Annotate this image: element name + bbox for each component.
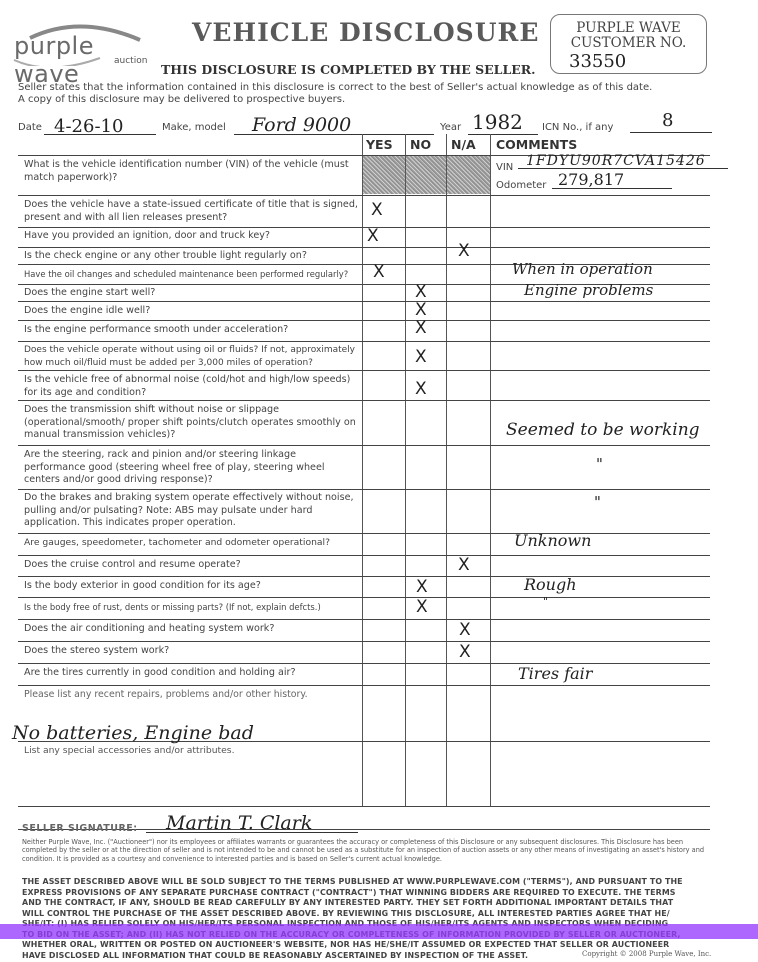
- icn-value: 8: [662, 110, 674, 131]
- terms-block: [22, 877, 734, 961]
- row-divider: [18, 641, 710, 642]
- question-vin: What is the vehicle identification number (VIN) of the vehicle (must match paperwork)?: [24, 159, 349, 183]
- odometer-value: 279,817: [558, 170, 625, 189]
- col-divider-yes: [405, 134, 406, 806]
- answer-check-engine-na[interactable]: X: [458, 241, 470, 261]
- comment-body-rust[interactable]: ": [543, 595, 549, 608]
- signature-label: SELLER SIGNATURE:: [22, 823, 138, 834]
- answer-stereo-na[interactable]: X: [459, 642, 471, 662]
- row-divider: [18, 597, 710, 598]
- row-divider: [18, 445, 710, 446]
- question-stereo: Does the stereo system work?: [24, 645, 170, 656]
- answer-maintenance-yes[interactable]: X: [373, 262, 385, 282]
- answer-keys-yes[interactable]: X: [367, 226, 379, 246]
- col-divider-no: [446, 134, 447, 806]
- intro-statement: [18, 82, 748, 106]
- answer-air-conditioning-na[interactable]: X: [459, 620, 471, 640]
- question-cruise-control: Does the cruise control and resume operate?: [24, 559, 241, 570]
- answer-engine-start-no[interactable]: X: [415, 282, 427, 302]
- history-prompt: Please list any recent repairs, problems and/or other history.: [24, 689, 308, 700]
- question-engine-start: Does the engine start well?: [24, 287, 156, 298]
- intro-line-1: Seller states that the information contained in this disclosure is correct to the best of Seller's actual knowledge as of this date.: [18, 82, 653, 93]
- question-engine-idle: Does the engine idle well?: [24, 305, 151, 316]
- col-header-na: N/A: [451, 137, 476, 152]
- question-tires: Are the tires currently in good condition and holding air?: [24, 667, 296, 678]
- logo: [10, 18, 150, 88]
- row-divider: [18, 227, 710, 228]
- icn-label: ICN No., if any: [542, 122, 614, 133]
- col-header-comments: COMMENTS: [496, 137, 578, 152]
- row-divider: [18, 301, 710, 302]
- terms-line: AND THE CONTRACT, IF ANY, SHOULD BE READ CAREFULLY BY ANY INTERESTED PARTY. THEY SET FORTH ADDITIONAL IMPORTANT DETAILS THAT: [22, 898, 674, 907]
- comment-gauges[interactable]: Unknown: [514, 531, 592, 550]
- odometer-field[interactable]: [552, 170, 672, 189]
- vin-shaded-yes: [363, 155, 405, 194]
- make-model-field[interactable]: [234, 114, 434, 135]
- row-divider: [18, 400, 710, 401]
- disclaimer-text: Neither Purple Wave, Inc. ("Auctioneer") nor its employees or affiliates warrants or guarantees the accuracy or completeness of this Disclosure or any subsequent disclosures. This Disclosure has been completed by the seller or at the direction of seller and is not intended to be and cannot be used as a substitute for an inspection of auction assets or any other means of investigating an asset's history and condition. It is provided as a courtesy and convenience to interested parties and is based on Seller's current actual knowledge.: [22, 838, 705, 863]
- date-value: 4-26-10: [54, 116, 124, 137]
- intro-line-2: A copy of this disclosure may be delivered to prospective buyers.: [18, 94, 346, 105]
- question-body-rust: Is the body free of rust, dents or missing parts? (If not, explain defcts.): [24, 602, 321, 612]
- comment-transmission[interactable]: Seemed to be working: [506, 420, 700, 440]
- col-divider-question: [362, 134, 363, 806]
- row-divider: [18, 341, 710, 342]
- terms-line: EXPRESS PROVISIONS OF ANY SEPARATE PURCHASE CONTRACT ("CONTRACT") THAT WINNING BIDDERS ARE REQUIRED TO EXECUTE. THE TERMS: [22, 887, 676, 897]
- answer-cruise-na[interactable]: X: [458, 555, 470, 575]
- row-divider: [18, 806, 710, 807]
- row-divider: [18, 533, 710, 534]
- row-divider: [18, 555, 710, 556]
- history-value[interactable]: No batteries, Engine bad: [12, 722, 254, 744]
- copyright-text: Copyright © 2008 Purple Wave, Inc.: [582, 950, 712, 958]
- answer-oil-fluids-no[interactable]: X: [415, 347, 427, 367]
- odometer-label: Odometer: [496, 180, 547, 191]
- customer-number-value[interactable]: 33550: [569, 51, 627, 72]
- comment-brakes[interactable]: ": [594, 493, 601, 511]
- row-divider: [18, 195, 710, 196]
- page-subtitle: THIS DISCLOSURE IS COMPLETED BY THE SELLER.: [161, 62, 536, 77]
- answer-body-exterior-no[interactable]: X: [416, 577, 428, 597]
- question-engine-performance: Is the engine performance smooth under acceleration?: [24, 324, 289, 335]
- terms-line: WILL CONTROL THE PURCHASE OF THE ASSET DESCRIBED ABOVE. BY REVIEWING THIS DISCLOSURE, ALL INTERESTED PARTIES AGREE THAT HE/: [22, 908, 670, 918]
- question-brakes: Do the brakes and braking system operate effectively without noise, pulling and/or pulsating? Note: ABS may pulsate under hard application. This indicates proper operation.: [24, 492, 354, 528]
- logo-text: purple wave: [14, 32, 94, 88]
- row-divider: [18, 685, 710, 686]
- row-divider: [18, 576, 710, 577]
- answer-title-yes[interactable]: X: [371, 200, 383, 220]
- comment-tires[interactable]: Tires fair: [518, 664, 593, 683]
- question-steering: Are the steering, rack and pinion and/or steering linkage performance good (steering wheel free of play, steering wheel centers and/or good driving response)?: [24, 449, 325, 485]
- question-air-conditioning: Does the air conditioning and heating system work?: [24, 623, 275, 634]
- answer-noise-no[interactable]: X: [415, 379, 427, 399]
- highlight-banner: [0, 924, 758, 939]
- question-oil-fluids: Does the vehicle operate without using oil or fluids? If not, approximately how much oil/fluid must be added per 3,000 miles of operation?: [24, 345, 356, 368]
- answer-engine-performance-no[interactable]: X: [415, 318, 427, 338]
- terms-line: WHETHER ORAL, WRITTEN OR POSTED ON AUCTIONEER'S WEBSITE, NOR HAS HE/SHE/IT ASSUMED OR EXPECTED THAT SELLER OR AUCTIONEER: [22, 940, 670, 949]
- row-divider: [18, 619, 710, 620]
- terms-line: THE ASSET DESCRIBED ABOVE WILL BE SOLD SUBJECT TO THE TERMS PUBLISHED AT WWW.PURPLEWAVE.COM ("TERMS"), AND PURSUANT TO THE: [22, 877, 683, 886]
- vin-shaded-no: [406, 155, 446, 194]
- comment-maintenance[interactable]: When in operation: [512, 260, 653, 278]
- answer-body-rust-no[interactable]: X: [416, 597, 428, 617]
- question-maintenance: Have the oil changes and scheduled maintenance been performed regularly?: [24, 269, 349, 279]
- question-keys: Have you provided an ignition, door and truck key?: [24, 230, 271, 241]
- answer-engine-idle-no[interactable]: X: [415, 300, 427, 320]
- row-divider: [18, 489, 710, 490]
- signature-value: Martin T. Clark: [166, 812, 313, 834]
- accessories-field[interactable]: [20, 760, 360, 804]
- question-gauges: Are gauges, speedometer, tachometer and odometer operational?: [24, 537, 330, 548]
- make-model-label: Make, model: [162, 122, 226, 133]
- year-field[interactable]: [468, 110, 538, 135]
- col-divider-na: [490, 134, 491, 806]
- row-divider: [18, 247, 710, 248]
- signature-field[interactable]: [146, 812, 358, 833]
- vin-label: VIN: [496, 162, 514, 173]
- row-divider: [18, 320, 710, 321]
- question-check-engine: Is the check engine or any other trouble light regularly on?: [24, 250, 307, 261]
- question-transmission: Does the transmission shift without noise or slippage (operational/smooth/ proper shift points/clutch operates smoothly on manual transmission vehicles)?: [24, 404, 356, 440]
- col-header-yes: YES: [366, 137, 393, 152]
- question-title: Does the vehicle have a state-issued certificate of title that is signed, present and with all lien releases present?: [24, 199, 358, 223]
- customer-number-box: [550, 14, 707, 74]
- logo-subtext: auction: [114, 56, 148, 66]
- year-label: Year: [440, 122, 462, 133]
- customer-number-label-1: PURPLE WAVE: [576, 20, 681, 36]
- comment-steering[interactable]: ": [596, 455, 603, 473]
- row-divider: [18, 370, 710, 371]
- terms-line: HAVE DISCLOSED ALL INFORMATION THAT COULD BE REASONABLY ASCERTAINED BY INSPECTION OF THE ASSET.: [22, 950, 529, 960]
- vin-field[interactable]: [518, 150, 728, 169]
- year-value: 1982: [472, 110, 523, 134]
- row-divider: [18, 663, 710, 664]
- question-noise: Is the vehicle free of abnormal noise (cold/hot and high/low speeds) for its age and condition?: [24, 374, 351, 398]
- date-field[interactable]: [44, 116, 156, 135]
- question-body-exterior: Is the body exterior in good condition for its age?: [24, 580, 261, 591]
- vin-shaded-na: [447, 155, 490, 194]
- col-header-no: NO: [410, 137, 432, 152]
- icn-field[interactable]: [630, 110, 712, 133]
- make-model-value: Ford 9000: [252, 114, 352, 136]
- vin-value: 1FDYU90R7CVA15426: [526, 153, 706, 169]
- customer-number-label-2: CUSTOMER NO.: [570, 35, 687, 51]
- page-title: VEHICLE DISCLOSURE: [192, 18, 540, 47]
- comment-engine-start[interactable]: Engine problems: [524, 281, 654, 299]
- comment-body-exterior[interactable]: Rough: [524, 575, 577, 594]
- date-label: Date: [18, 122, 42, 133]
- accessories-prompt: List any special accessories and/or attributes.: [24, 745, 235, 756]
